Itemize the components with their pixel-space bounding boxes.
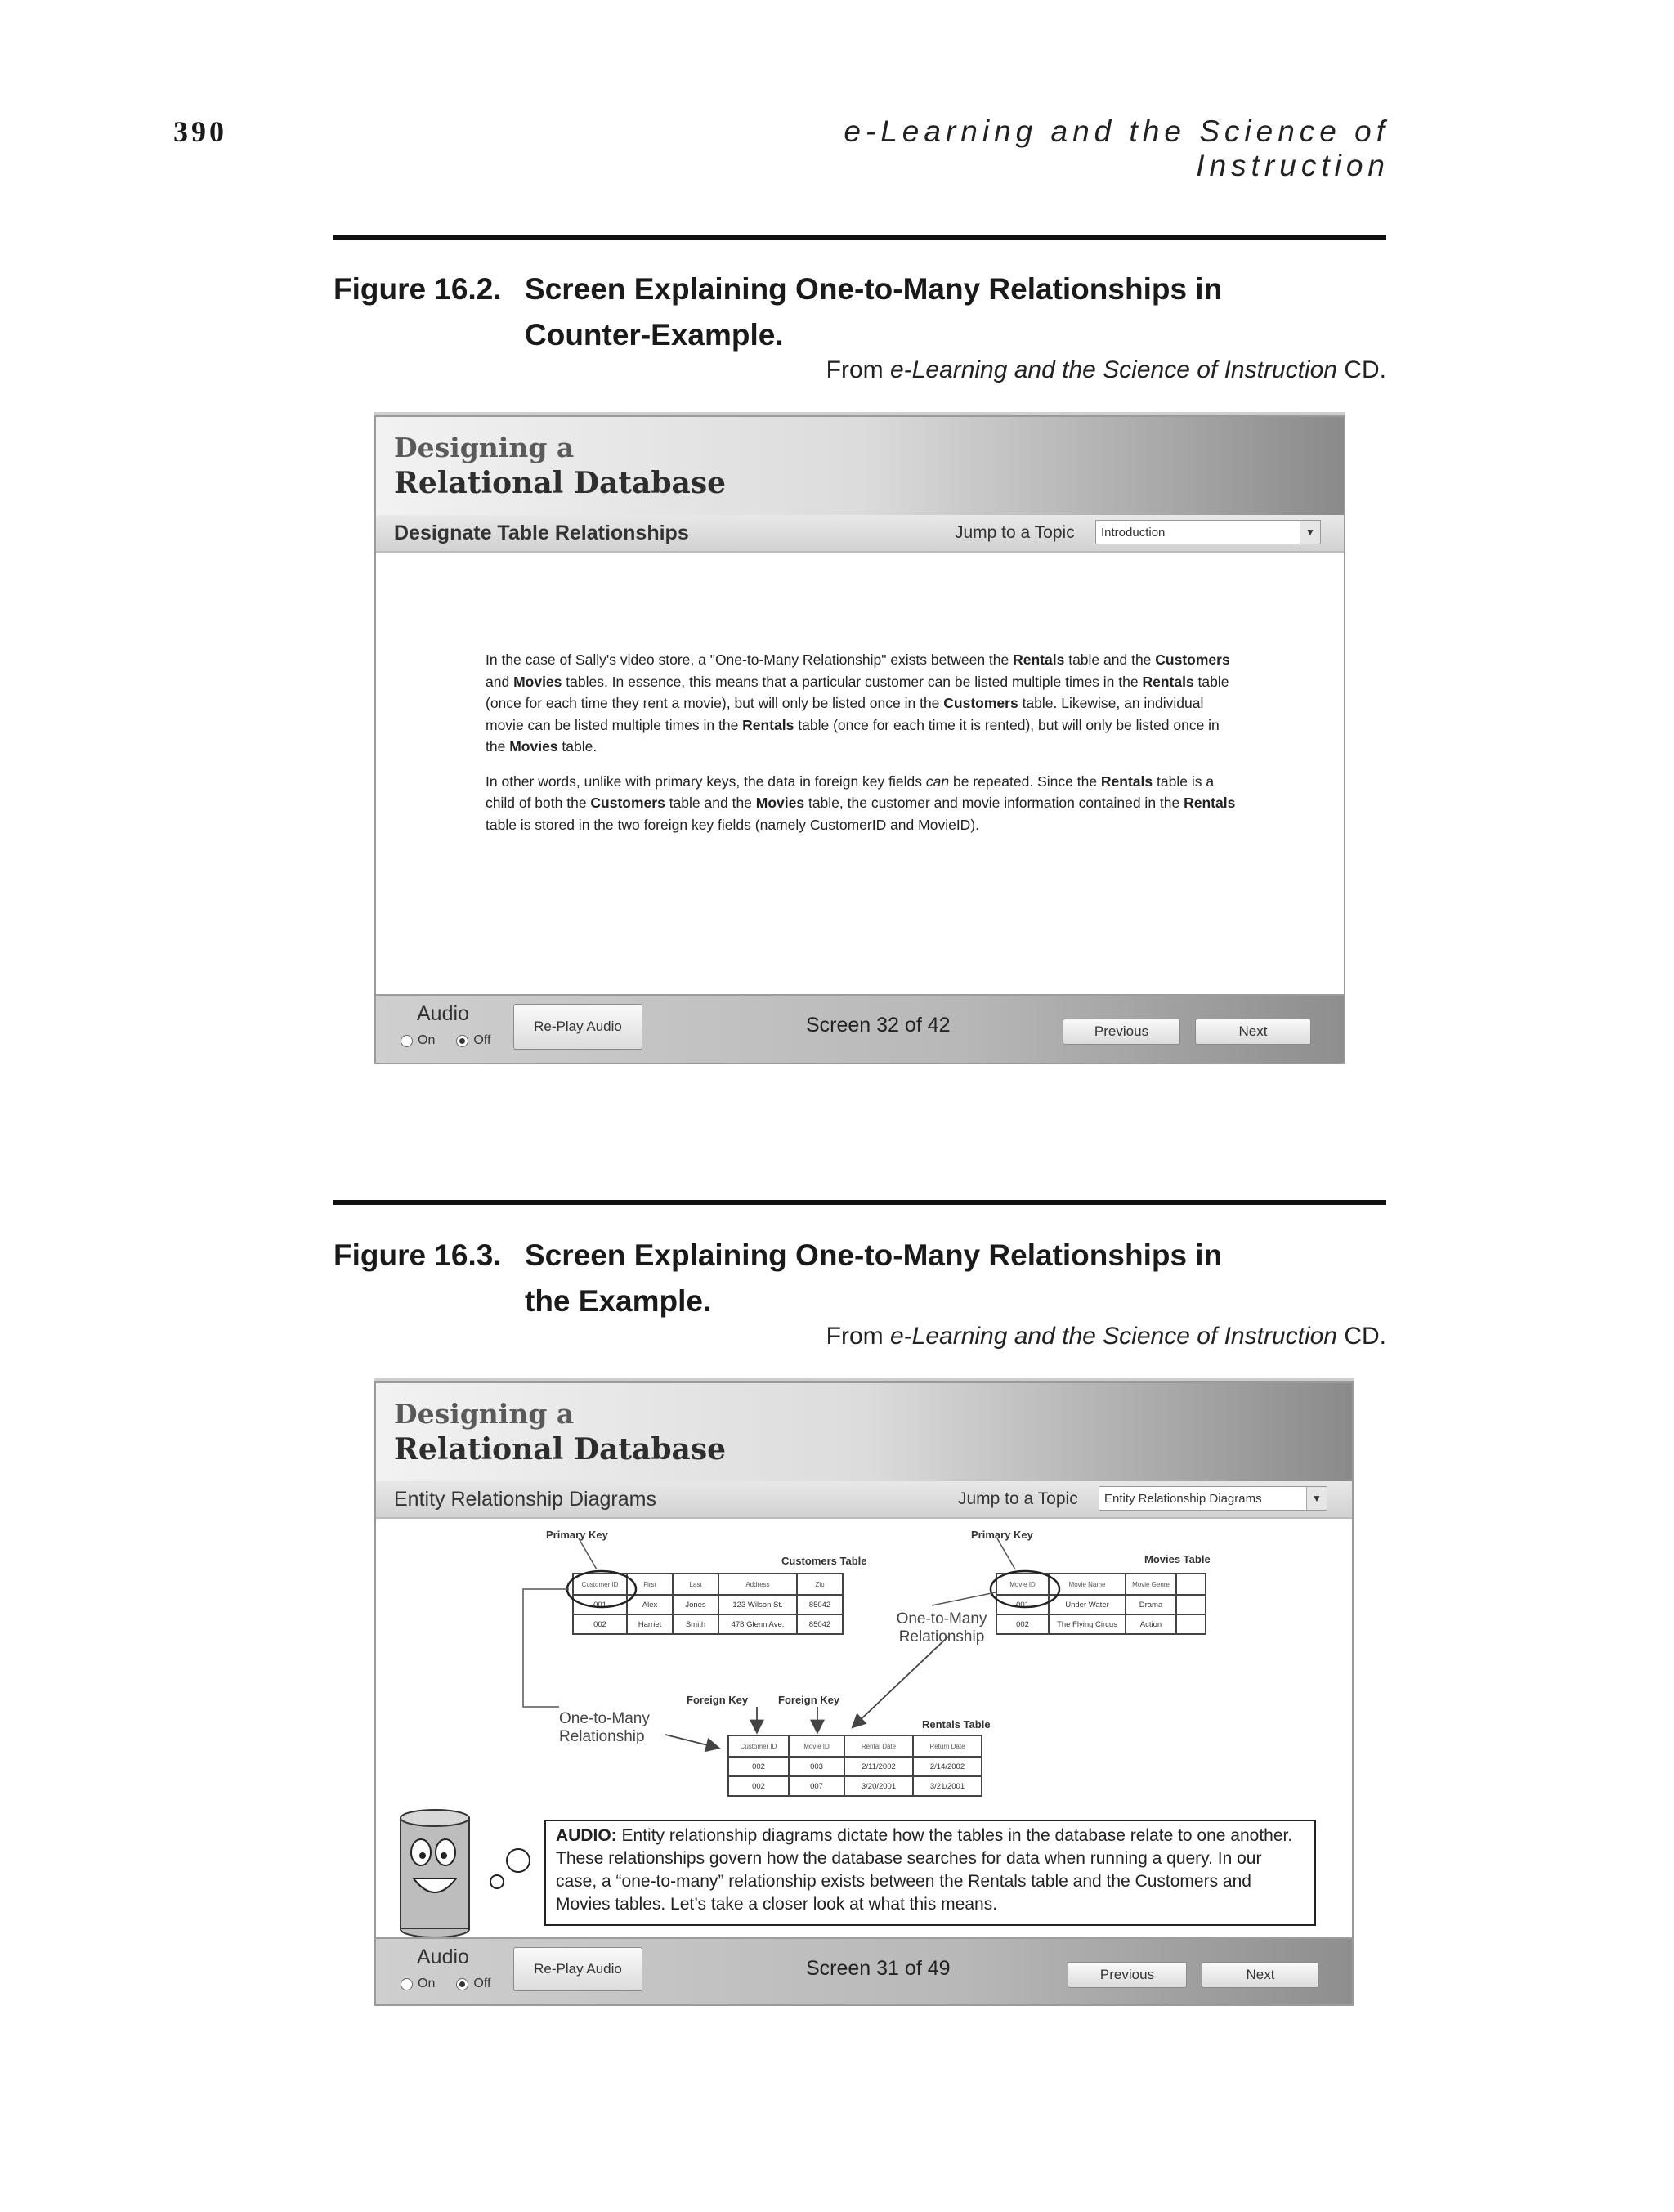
p1-bold: Customers [943,695,1018,711]
table-cell: 478 Glenn Ave. [718,1614,797,1634]
table-cell: 3/21/2001 [913,1776,982,1796]
p1-seg: table and the [1064,652,1156,668]
p2-seg: table and the [665,795,756,811]
table-cell: 001 [573,1595,627,1614]
table-cell: Rental Date [844,1735,913,1757]
table-cell: 002 [728,1776,789,1796]
figure-1-title [333,266,1273,358]
primary-key-circle-left [567,1571,636,1607]
rentals-table-title: Rentals Table [922,1718,991,1731]
table-cell: Movie ID [996,1574,1049,1595]
replay-audio-button[interactable]: Re-Play Audio [513,1004,642,1050]
table-cell: Drama [1126,1595,1176,1614]
source-suffix: CD. [1337,356,1386,383]
table-cell: Last [673,1574,718,1595]
screen-counter: Screen 31 of 49 [806,1957,951,1980]
table-cell: 85042 [797,1614,843,1634]
table-cell: The Flying Circus [1049,1614,1126,1634]
p2-seg: In other words, unlike with primary keys, the data in foreign key fields [486,772,926,790]
table-cell: 003 [789,1757,844,1776]
screenshot-figure-1 [374,415,1345,1064]
p1-seg: In the case of Sally's video store, a "One-to-Many Relationship" exists between the [486,652,1014,668]
relationship-label-center: One-to-Many Relationship [896,1610,987,1646]
course-title-line1: Designing a [394,1398,575,1430]
jump-select-value: Introduction [1101,526,1166,540]
previous-button[interactable]: Previous [1068,1962,1187,1988]
paragraph-2 [486,771,1236,836]
audio-label: Audio [417,1946,469,1968]
table-cell: 002 [573,1614,627,1634]
audio-on-radio[interactable] [401,1035,413,1047]
primary-key-pointer-right [997,1538,1015,1569]
table-cell: Customer ID [728,1735,789,1757]
radio-off-label: Off [473,1033,491,1047]
p1-seg: and [486,673,514,690]
p1-seg: tables. In essence, this means that a particular customer can be listed multiple times in the [562,673,1143,690]
replay-audio-button[interactable]: Re-Play Audio [513,1947,642,1991]
audio-on-radio[interactable] [401,1978,413,1990]
figure-2-caption: Screen Explaining One-to-Many Relationships in the Example. [525,1238,1223,1318]
table-cell: Customer ID [573,1574,627,1595]
source-title: e-Learning and the Science of Instruction [889,356,1337,383]
table-cell: Alex [627,1595,673,1614]
audio-transcript-label: AUDIO: [556,1826,617,1845]
figure-2-title [333,1233,1273,1324]
table-cell: 123 Wilson St. [718,1595,797,1614]
primary-key-label-left: Primary Key [546,1529,608,1541]
foreign-key-label-2: Foreign Key [778,1694,840,1706]
p2-italic: can [925,772,950,790]
table-cell: Jones [673,1595,718,1614]
jump-to-topic-label: Jump to a Topic [958,1489,1078,1508]
customers-table-title: Customers Table [781,1555,867,1567]
radio-off-label: Off [473,1977,491,1990]
audio-radio-group [401,1033,490,1048]
table-cell: 3/20/2001 [844,1776,913,1796]
figure-rule-top-2 [333,1200,1386,1205]
p2-seg: table is stored in the two foreign key fields (namely CustomerID and MovieID). [486,816,980,833]
p2-bold: Rentals [1100,772,1153,790]
figure-rule-top [333,235,1386,240]
audio-off-radio[interactable] [456,1978,468,1990]
center-relationship-pointer [932,1592,996,1605]
paragraph-1 [486,649,1236,758]
p2-bold: Movies [755,795,805,811]
figure-2-source [736,1323,1386,1350]
p2-bold: Rentals [1184,795,1236,811]
course-title-line2: Relational Database [394,1432,727,1466]
p2-seg: table, the customer and movie information contained in the [804,795,1184,811]
p1-bold: Movies [509,738,558,754]
topic-bar [376,515,1344,553]
jump-select-value: Entity Relationship Diagrams [1104,1492,1262,1506]
foreign-key-label-1: Foreign Key [687,1694,749,1706]
next-button[interactable]: Next [1195,1019,1311,1045]
p1-seg: table (once for each time it is rented), but will only be listed once in the [486,716,1220,754]
table-cell: Address [718,1574,797,1595]
database-mascot-icon [394,1807,533,1937]
p1-bold: Customers [1155,652,1230,668]
table-cell: Movie ID [789,1735,844,1757]
table-cell: 2/11/2002 [844,1757,913,1776]
p1-bold: Rentals [742,716,794,733]
topic-title: Entity Relationship Diagrams [394,1488,656,1511]
p1-bold: Rentals [1142,673,1194,690]
previous-button[interactable]: Previous [1063,1019,1180,1045]
relationship-label-left: One-to-Many Relationship [559,1710,650,1745]
content-text [486,649,1236,849]
p1-bold: Movies [513,673,562,690]
chevron-down-icon[interactable]: ▼ [1300,521,1320,544]
audio-transcript-box [544,1820,1316,1926]
course-title-line2: Relational Database [394,466,727,500]
chevron-down-icon[interactable]: ▼ [1306,1487,1327,1510]
audio-transcript-text: Entity relationship diagrams dictate how the tables in the database relate to one another. These relationships govern how the database searches for data when running a query. In our case, a “one-to-many” relationship exists between the Rentals table and the Customers and Movies tables. Let’s take a closer look at what this means. [556,1826,1293,1914]
p1-seg: table (once for each time they rent a movie), but will only be listed once in the [486,673,1229,711]
table-cell: Movie Name [1049,1574,1126,1595]
figure-2-number: Figure 16.3. [333,1238,502,1272]
radio-on-label: On [418,1977,436,1990]
primary-key-label-right: Primary Key [971,1529,1033,1541]
table-cell: Movie Genre [1126,1574,1176,1595]
audio-label: Audio [417,1002,469,1025]
table-cell: 002 [728,1757,789,1776]
source-title: e-Learning and the Science of Instruction [889,1323,1337,1350]
table-cell: 001 [996,1595,1049,1614]
table-cell: 007 [789,1776,844,1796]
diagram-connectors [376,1383,1352,1841]
radio-on-label: On [418,1033,436,1047]
p2-seg: be repeated. Since the [949,772,1101,790]
source-suffix: CD. [1337,1323,1386,1350]
source-prefix: From [826,356,890,383]
table-cell: Return Date [913,1735,982,1757]
next-button[interactable]: Next [1202,1962,1319,1988]
p1-bold: Rentals [1013,652,1065,668]
figure-1-caption: Screen Explaining One-to-Many Relationships in Counter-Example. [525,272,1223,352]
p1-seg: table. [557,738,598,754]
course-banner [376,417,1344,515]
center-relationship-arrow [853,1637,948,1726]
left-bracket-line [523,1589,569,1707]
jump-to-topic-label: Jump to a Topic [955,523,1075,542]
source-prefix: From [826,1323,890,1350]
navigation-footer [376,1937,1352,2004]
movies-table-title: Movies Table [1144,1553,1211,1565]
screen-counter: Screen 32 of 42 [806,1014,951,1037]
primary-key-circle-right [991,1571,1059,1607]
table-cell: Zip [797,1574,843,1595]
running-head: e-Learning and the Science of Instruction [844,114,1390,182]
page-number: 390 [173,115,227,148]
p2-bold: Customers [590,795,665,811]
screenshot-figure-2 [374,1381,1354,2006]
table-cell: First [627,1574,673,1595]
table-cell: Action [1126,1614,1176,1634]
navigation-footer [376,994,1344,1063]
left-relationship-arrow [665,1735,718,1748]
p1-seg: table. Likewise, an individual movie can be listed multiple times in the [486,695,1204,733]
table-cell: Harriet [627,1614,673,1634]
jump-to-topic-select[interactable] [1095,520,1321,544]
audio-radio-group [401,1977,490,1991]
audio-off-radio[interactable] [456,1035,468,1047]
p2-seg: table is a child of both the [486,772,1215,811]
figure-1-number: Figure 16.2. [333,272,502,306]
primary-key-pointer-left [579,1538,597,1569]
table-cell: Smith [673,1614,718,1634]
table-cell: 002 [996,1614,1049,1634]
topic-title: Designate Table Relationships [394,522,689,544]
course-title-line1: Designing a [394,432,575,463]
table-cell: Under Water [1049,1595,1126,1614]
figure-1-source [736,356,1386,384]
table-cell: 2/14/2002 [913,1757,982,1776]
table-cell: 85042 [797,1595,843,1614]
